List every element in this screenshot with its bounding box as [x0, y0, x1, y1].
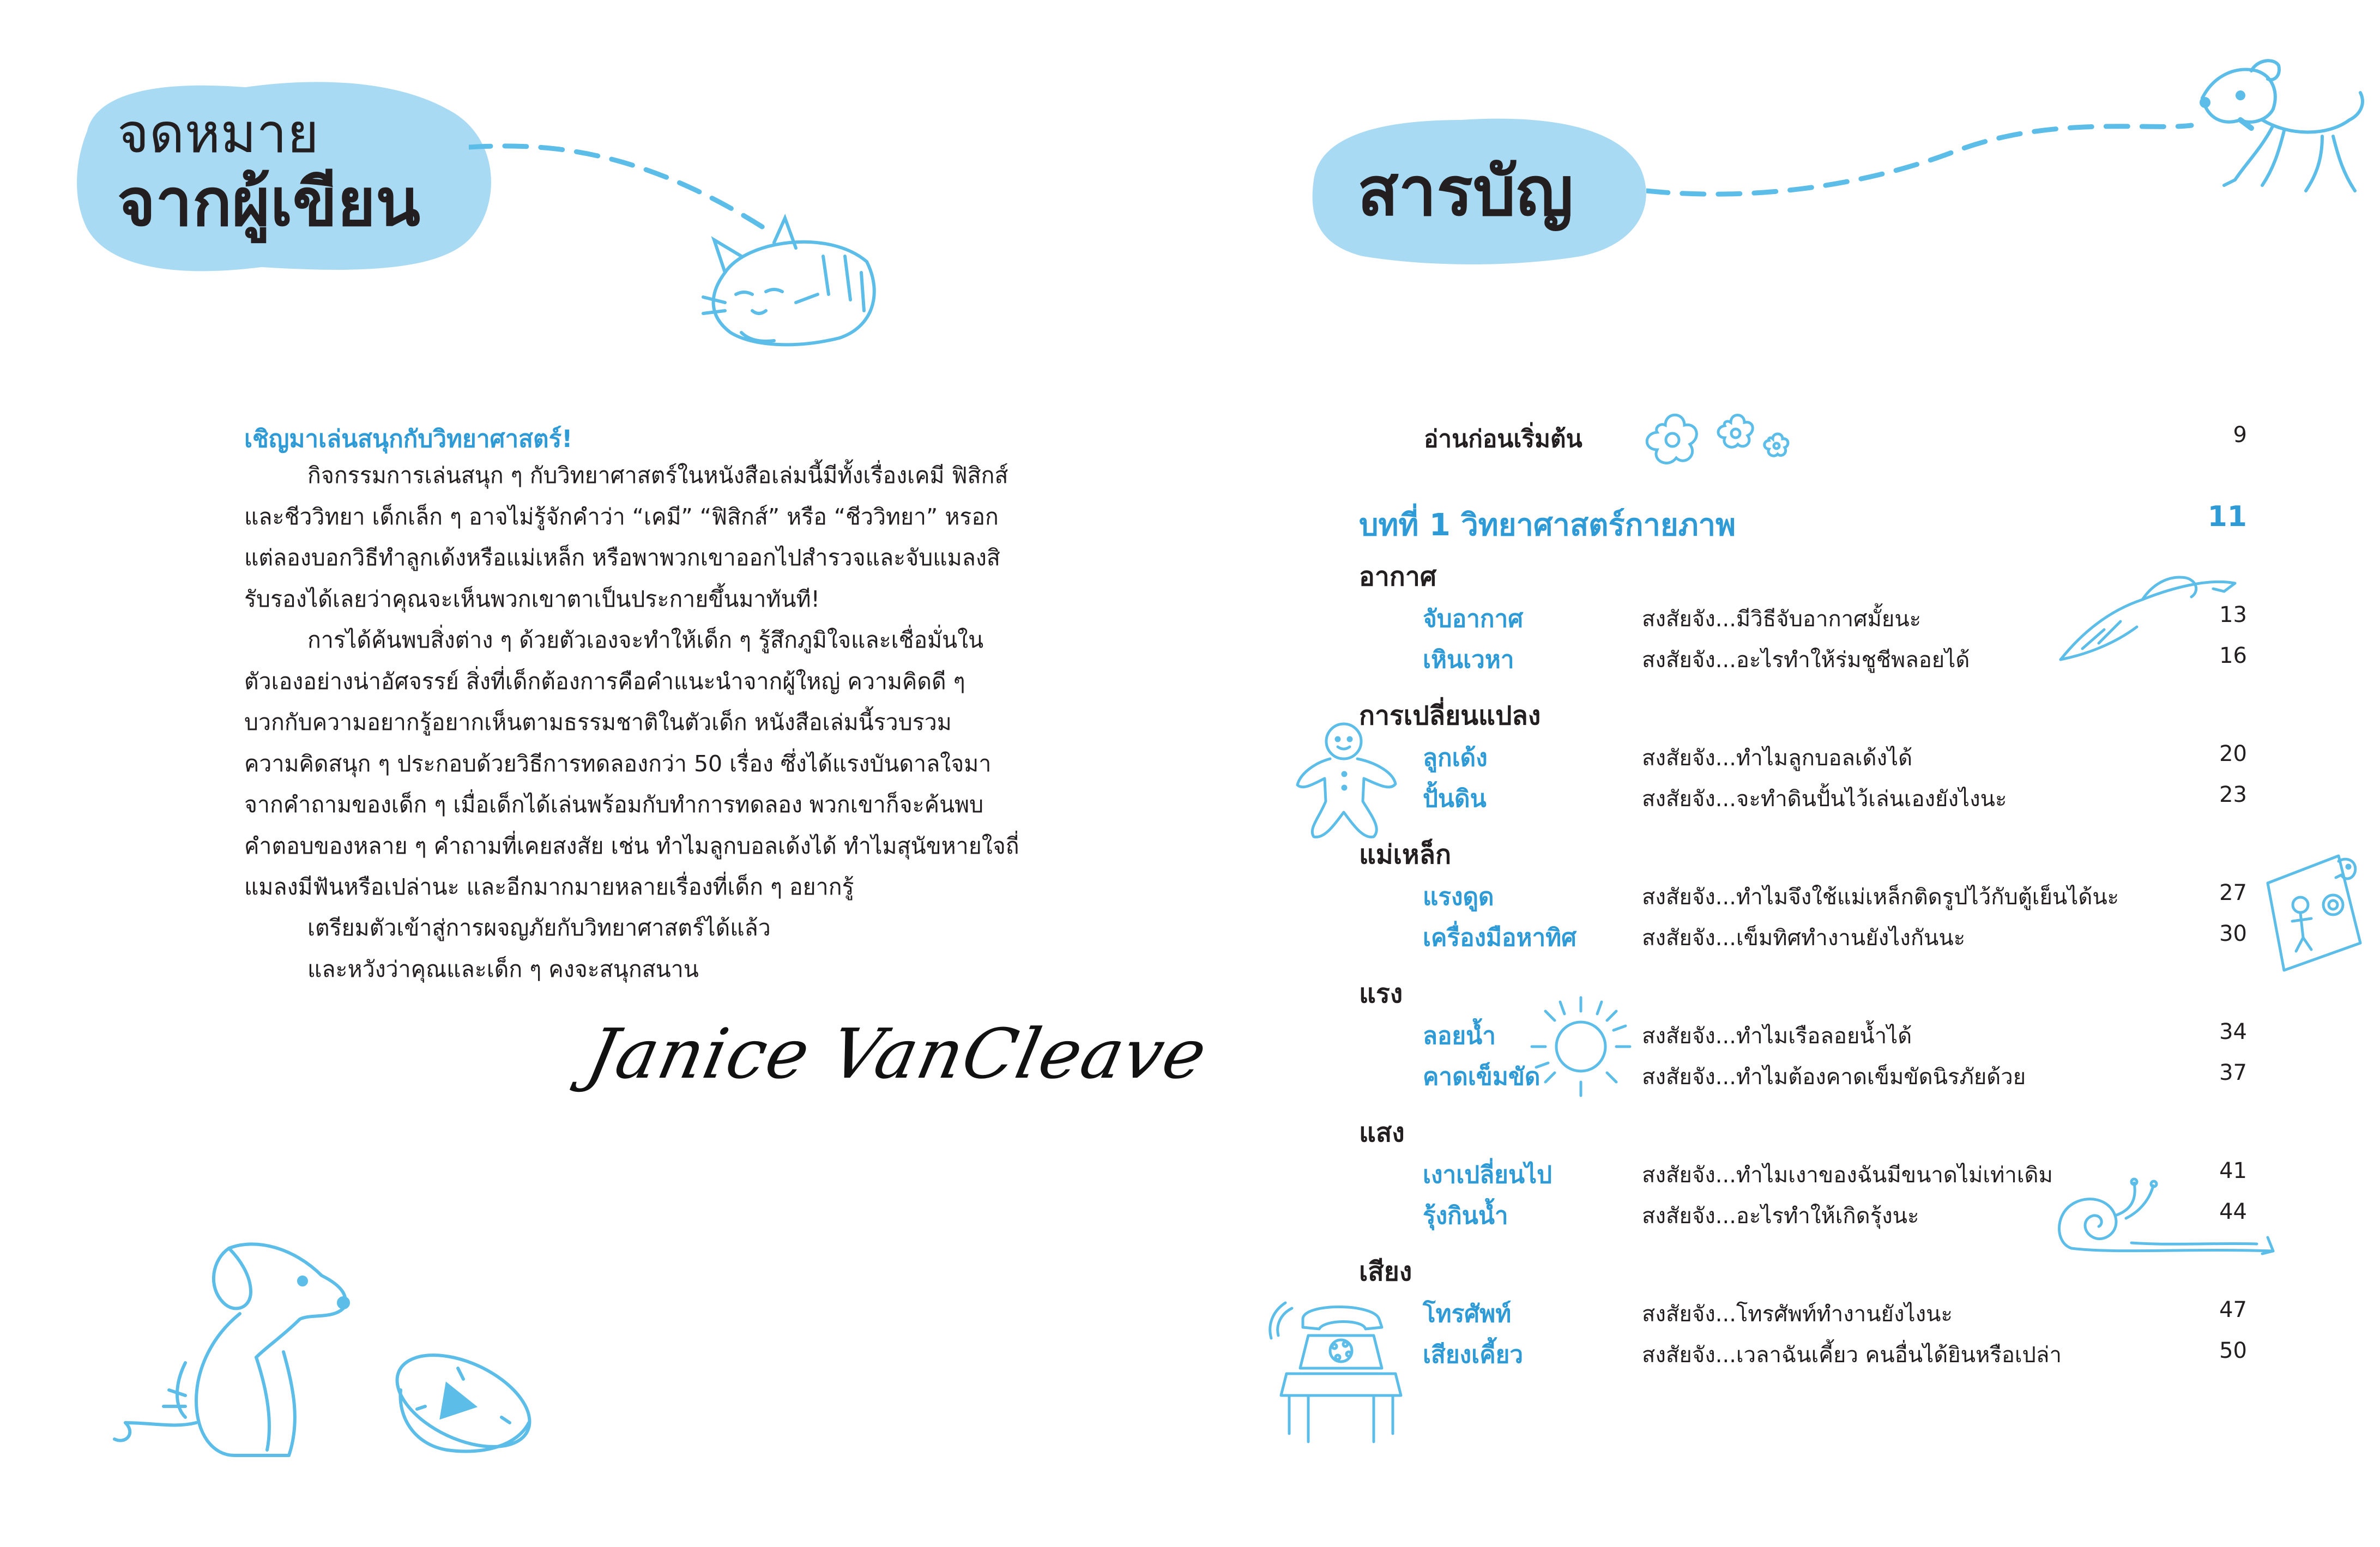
text-line: แมลงมีฟันหรือเปล่านะ และอีกมากมายหลายเรื่องที่เด็ก ๆ อยากรู้	[244, 874, 854, 900]
text-line: กิจกรรมการเล่นสนุก ๆ กับวิทยาศาสตร์ในหนังสือเล่มนี้มีทั้งเรื่องเคมี ฟิสิกส์	[307, 462, 1008, 488]
toc-intro-page: 9	[2233, 422, 2247, 448]
toc-section-title: อากาศ	[1359, 561, 1437, 592]
toc-chapter-page: 11	[2207, 500, 2247, 533]
sleeping-cat-icon	[469, 131, 883, 360]
toc-entry-desc: สงสัยจัง...อะไรทำให้เกิดรุ้งนะ	[1642, 1204, 1919, 1229]
page-title-line-2: จากผู้เขียน	[117, 165, 421, 241]
letter-paragraph-3	[244, 908, 771, 990]
toc-entry-topic[interactable]: เหินเวหา	[1423, 646, 1514, 674]
toc-entry-desc: สงสัยจัง...ทำไมเรือลอยน้ำได้	[1642, 1024, 1912, 1049]
toc-entry-page: 13	[2219, 602, 2247, 627]
text-line: รับรองได้เลยว่าคุณจะเห็นพวกเขาตาเป็นประกายขึ้นมาทันที!	[244, 585, 820, 612]
toc-entry-topic[interactable]: จับอากาศ	[1423, 605, 1524, 633]
toc-entry-page: 34	[2219, 1019, 2247, 1044]
toc-entry-page: 27	[2219, 880, 2247, 905]
text-line: จากคำถามของเด็ก ๆ เมื่อเด็กได้เล่นพร้อมกับทำการทดลอง พวกเขาก็จะค้นพบ	[244, 791, 984, 818]
toc-entry-page: 41	[2219, 1158, 2247, 1183]
toc-entry-page: 47	[2219, 1297, 2247, 1322]
gingerbread-doll-icon	[1292, 720, 1401, 845]
toc-entry-topic[interactable]: เงาเปลี่ยนไป	[1423, 1161, 1553, 1189]
toc-section-title: แม่เหล็ก	[1359, 839, 1452, 870]
sitting-dog-icon	[104, 1226, 365, 1466]
toc-entry-page: 20	[2219, 741, 2247, 766]
toc-entry-desc: สงสัยจัง...เวลาฉันเคี้ยว คนอื่นได้ยินหรือเปล่า	[1642, 1343, 2062, 1368]
jumping-dog-icon	[1646, 55, 2371, 229]
toc-section-title: แสง	[1359, 1117, 1405, 1148]
toc-entry-page: 37	[2219, 1060, 2247, 1085]
telephone-icon	[1265, 1286, 1412, 1450]
toc-entry-desc: สงสัยจัง...ทำไมต้องคาดเข็มขัดนิรภัยด้วย	[1642, 1065, 2026, 1090]
seagull-icon	[2050, 561, 2240, 670]
toc-entry-topic[interactable]: คาดเข็มขัด	[1423, 1063, 1541, 1091]
toc-entry-topic[interactable]: ลอยน้ำ	[1423, 1022, 1496, 1050]
toc-title: สารบัญ	[1357, 153, 1574, 231]
toc-intro-label: อ่านก่อนเริ่มต้น	[1424, 425, 1582, 453]
toc-entry-topic[interactable]: รุ้งกินน้ำ	[1423, 1202, 1508, 1230]
toc-entry-desc: สงสัยจัง...ทำไมเงาของฉันมีขนาดไม่เท่าเดิม	[1642, 1163, 2053, 1188]
toc-entry-desc: สงสัยจัง...ทำไมจึงใช้แม่เหล็กติดรูปไว้กับตู้เย็นได้นะ	[1642, 885, 2119, 910]
page-title-line-1: จดหมาย	[117, 101, 319, 165]
sun-icon	[1526, 992, 1635, 1101]
toc-entry-desc: สงสัยจัง...อะไรทำให้ร่มชูชีพลอยได้	[1642, 648, 1970, 673]
toc-entry-topic[interactable]: แรงดูด	[1423, 883, 1494, 911]
letter-paragraph-2	[244, 620, 1019, 908]
toc-entry-page: 23	[2219, 782, 2247, 807]
toc-entry-desc: สงสัยจัง...จะทำดินปั้นไว้เล่นเองยังไงนะ	[1642, 787, 2007, 812]
text-line: และหวังว่าคุณและเด็ก ๆ คงจะสนุกสนาน	[307, 956, 699, 982]
text-line: ตัวเองอย่างน่าอัศจรรย์ สิ่งที่เด็กต้องการคือคำแนะนำจากผู้ใหญ่ ความคิดดี ๆ	[244, 668, 965, 694]
left-subheading: เชิญมาเล่นสนุกกับวิทยาศาสตร์!	[244, 425, 573, 453]
drawing-paper-icon	[2257, 850, 2366, 976]
toc-entry-page: 50	[2219, 1338, 2247, 1363]
toc-entry-page: 44	[2219, 1199, 2247, 1224]
toc-section-title: การเปลี่ยนแปลง	[1359, 700, 1541, 731]
toc-section-title: แรง	[1359, 978, 1403, 1009]
toc-entry-desc: สงสัยจัง...โทรศัพท์ทำงานยังไงนะ	[1642, 1302, 1953, 1327]
text-line: แต่ลองบอกวิธีทำลูกเด้งหรือแม่เหล็ก หรือพาพวกเขาออกไปสำรวจและจับแมลงสิ	[244, 545, 1000, 571]
text-line: บวกกับความอยากรู้อยากเห็นตามธรรมชาติในตัวเด็ก หนังสือเล่มนี้รวบรวม	[244, 709, 952, 735]
toc-entry-topic[interactable]: เสียงเคี้ยว	[1423, 1341, 1524, 1369]
text-line: และชีววิทยา เด็กเล็ก ๆ อาจไม่รู้จักคำว่า “เคมี” “ฟิสิกส์” หรือ “ชีววิทยา” หรอก	[244, 503, 999, 530]
text-line: ความคิดสนุก ๆ ประกอบด้วยวิธีการทดลองกว่า 50 เรื่อง ซึ่งได้แรงบันดาลใจมา	[244, 750, 992, 777]
flower-icon	[1635, 406, 1799, 472]
toc-entry-desc: สงสัยจัง...มีวิธีจับอากาศมั้ยนะ	[1642, 607, 1922, 632]
toc-chapter-title[interactable]: บทที่ 1 วิทยาศาสตร์กายภาพ	[1359, 507, 1736, 543]
letter-paragraph-1	[244, 455, 1008, 620]
toc-entry-topic[interactable]: เครื่องมือหาทิศ	[1423, 924, 1577, 952]
compass-icon	[382, 1341, 545, 1466]
toc-entry-topic[interactable]: โทรศัพท์	[1423, 1300, 1512, 1328]
toc-entry-page: 16	[2219, 643, 2247, 668]
toc-entry-topic[interactable]: ลูกเด้ง	[1423, 744, 1488, 772]
text-line: เตรียมตัวเข้าสู่การผจญภัยกับวิทยาศาสตร์ได้แล้ว	[307, 915, 771, 941]
toc-entry-desc: สงสัยจัง...เข็มทิศทำงานยังไงกันนะ	[1642, 926, 1966, 951]
toc-section-title: เสียง	[1359, 1256, 1412, 1287]
toc-entry-topic[interactable]: ปั้นดิน	[1423, 785, 1487, 813]
toc-entry-page: 30	[2219, 921, 2247, 946]
author-signature: Janice VanCleave	[580, 1014, 1215, 1094]
text-line: คำตอบของหลาย ๆ คำถามที่เคยสงสัย เช่น ทำไมลูกบอลเด้งได้ ทำไมสุนัขหายใจถี่	[244, 832, 1019, 859]
snail-icon	[2050, 1172, 2279, 1259]
text-line: การได้ค้นพบสิ่งต่าง ๆ ด้วยตัวเองจะทำให้เด็ก ๆ รู้สึกภูมิใจและเชื่อมั่นใน	[307, 627, 984, 653]
toc-entry-desc: สงสัยจัง...ทำไมลูกบอลเด้งได้	[1642, 746, 1913, 771]
